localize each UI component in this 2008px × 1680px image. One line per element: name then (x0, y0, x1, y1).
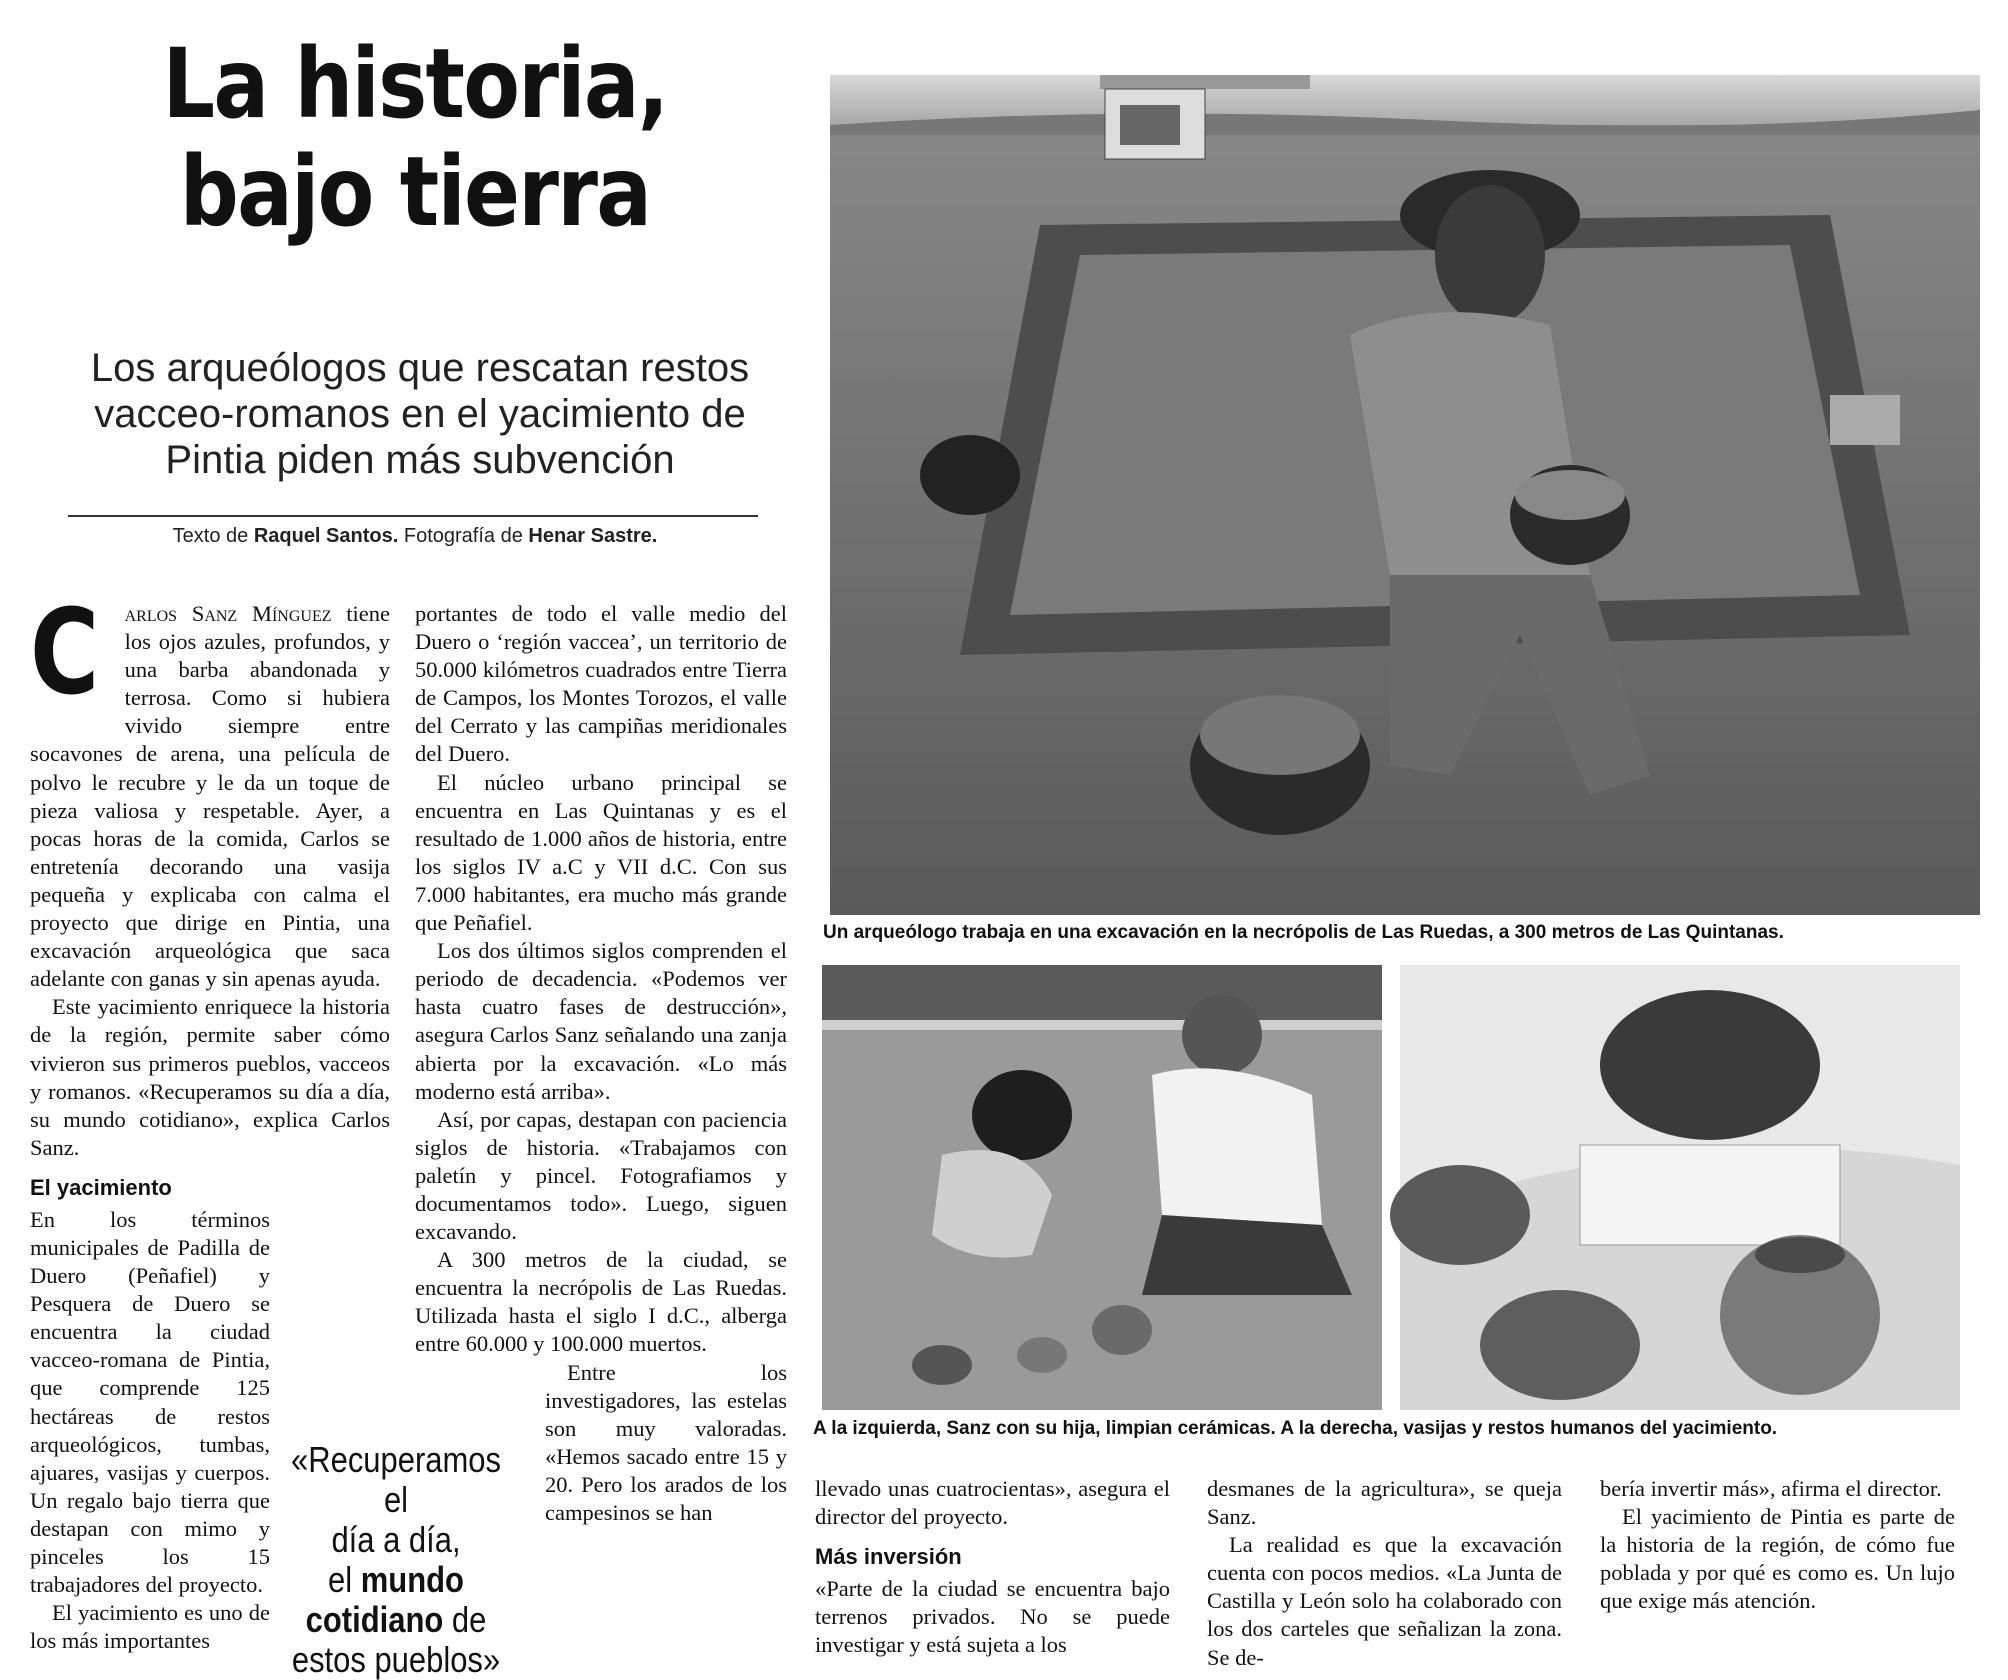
paragraph: Este yacimiento enriquece la historia de la región, permite saber cómo vivieron sus primeros pueblos, vacceos y romanos. «Recuperamos su día a día, su mundo cotidiano», explica Carlos Sanz. (30, 994, 390, 1160)
paragraph-text: En los términos municipales de Padilla de Duero (Peñafiel) y Pesquera de Duero se encuentra la ciudad vacceo-romana de Pintia, que comprende 125 hectáreas de restos arqueológicos, tumbas, ajuares, vasijas y cuerpos. Un regalo bajo tierra que destapan con mimo y pinceles los 15 trabajadores del proyecto. (30, 1206, 270, 1598)
article-column-5 (1600, 1475, 1955, 1645)
paragraph: El yacimiento es uno de los más importantes (30, 1600, 270, 1654)
paragraph: bería invertir más», afirma el director. (1600, 1476, 1942, 1501)
lead-name: arlos Sanz Mínguez (124, 601, 332, 626)
paragraph-text: tiene los ojos azules, profundos, y una barba abandonada y terrosa. Como si hubiera vivido siempre entre socavones de arena, una película de polvo le recubre y le da un toque de pieza valiosa y respetable. Ayer, a pocas horas de la comida, Carlos se entretenía decorando una vasija pequeña y explicaba con calma el proyecto que dirige en Pintia, una excavación arqueológica que saca adelante con ganas y sin apenas ayuda. (30, 601, 390, 992)
byline-author: Raquel Santos. (253, 525, 399, 547)
pull-quote-text: el (328, 1559, 361, 1600)
pull-quote (283, 1440, 508, 1680)
byline-mid: Fotografía de (398, 525, 529, 547)
section-heading: Más inversión (815, 1544, 962, 1570)
paragraph: desmanes de la agricultura», se queja Sanz. (1207, 1476, 1562, 1530)
paragraph: portantes de todo el valle medio del Duero o ‘región vaccea’, un territorio de 50.000 kilómetros cuadrados entre Tierra de Campos, los Montes Torozos, el valle del Cerrato y las campiñas meridionales del Duero. (415, 601, 787, 767)
paragraph: La realidad es que la excavación cuenta con pocos medios. «La Junta de Castilla y León solo ha colaborado con los dos carteles que señalizan la zona. Se de- (1207, 1532, 1562, 1670)
pull-quote-text: de (443, 1599, 487, 1640)
photo-sanz-with-daughter (822, 965, 1382, 1410)
dropcap: C (30, 583, 100, 721)
headline-line-1: La historia, (162, 28, 668, 140)
paragraph: «Parte de la ciudad se encuentra bajo terrenos privados. No se puede investigar y está sujeta a los (815, 1576, 1170, 1658)
paragraph: Los dos últimos siglos comprenden el periodo de decadencia. «Podemos ver hasta cuatro fases de destrucción», asegura Carlos Sanz señalando una zanja abierta por la excavación. «Lo más moderno está arriba». (415, 938, 787, 1104)
byline-photographer: Henar Sastre. (528, 525, 658, 547)
article-column-3 (815, 1475, 1170, 1658)
pull-quote-line-2: día a día, (331, 1519, 461, 1560)
photo-archaeologist-excavation (830, 75, 1980, 915)
pull-quote-emphasis: mundo (360, 1559, 464, 1600)
pull-quote-line-1: «Recuperamos el (291, 1439, 501, 1520)
photo-illustration (822, 965, 1382, 1410)
byline (90, 525, 740, 548)
article-column-4 (1207, 1475, 1562, 1670)
caption-lower-photos: A la izquierda, Sanz con su hija, limpian cerámicas. A la derecha, vasijas y restos humanos del yacimiento. (813, 1418, 1778, 1439)
pull-quote-line-4 (283, 1600, 508, 1640)
byline-prefix: Texto de (172, 525, 254, 547)
paragraph: llevado unas cuatrocientas», asegura el director del proyecto. (815, 1476, 1170, 1530)
pull-quote-line-5: estos pueblos» (291, 1639, 501, 1680)
pull-quote-line-3 (283, 1560, 508, 1600)
subheadline (40, 345, 800, 483)
divider-rule (68, 515, 758, 517)
paragraph (30, 1206, 270, 1599)
photo-vessels-remains (1400, 965, 1960, 1410)
section-heading: El yacimiento (30, 1174, 172, 1200)
photo-illustration (1400, 965, 1960, 1410)
photo-illustration (830, 75, 1980, 915)
paragraph: A 300 metros de la ciudad, se encuentra la necrópolis de Las Ruedas. Utilizada hasta el siglo I d.C., alberga entre 60.000 y 100.000 muertos. (415, 1247, 787, 1357)
subheadline-line-2: vacceo-romanos en el yacimiento de (94, 392, 746, 436)
subheadline-line-1: Los arqueólogos que rescatan restos (90, 346, 750, 390)
paragraph: Así, por capas, destapan con paciencia siglos de historia. «Trabajamos con paletín y pincel. Fotografiamos y documentamos todo». Luego, siguen excavando. (415, 1106, 787, 1245)
paragraph: El yacimiento de Pintia es parte de la historia de la región, de cómo fue poblada y por qué es como es. Un lujo que exige más atención. (1600, 1504, 1955, 1614)
pull-quote-emphasis: cotidiano (305, 1599, 444, 1640)
caption-main-photo: Un arqueólogo trabaja en una excavación en la necrópolis de Las Ruedas, a 300 metros de Las Quintanas. (823, 922, 1784, 943)
headline-line-2: bajo tierra (179, 136, 651, 248)
headline (153, 30, 678, 246)
paragraph: El núcleo urbano principal se encuentra en Las Quintanas y es el resultado de 1.000 años de historia, entre los siglos IV a.C y VII d.C. Con sus 7.000 habitantes, era mucho más grande que Peñafiel. (415, 769, 787, 936)
paragraph: Entre los investigadores, las estelas son muy valoradas. «Hemos sacado entre 15 y 20. Pero los arados de los campesinos se han (545, 1359, 787, 1525)
subheadline-line-3: Pintia piden más subvención (165, 438, 675, 482)
